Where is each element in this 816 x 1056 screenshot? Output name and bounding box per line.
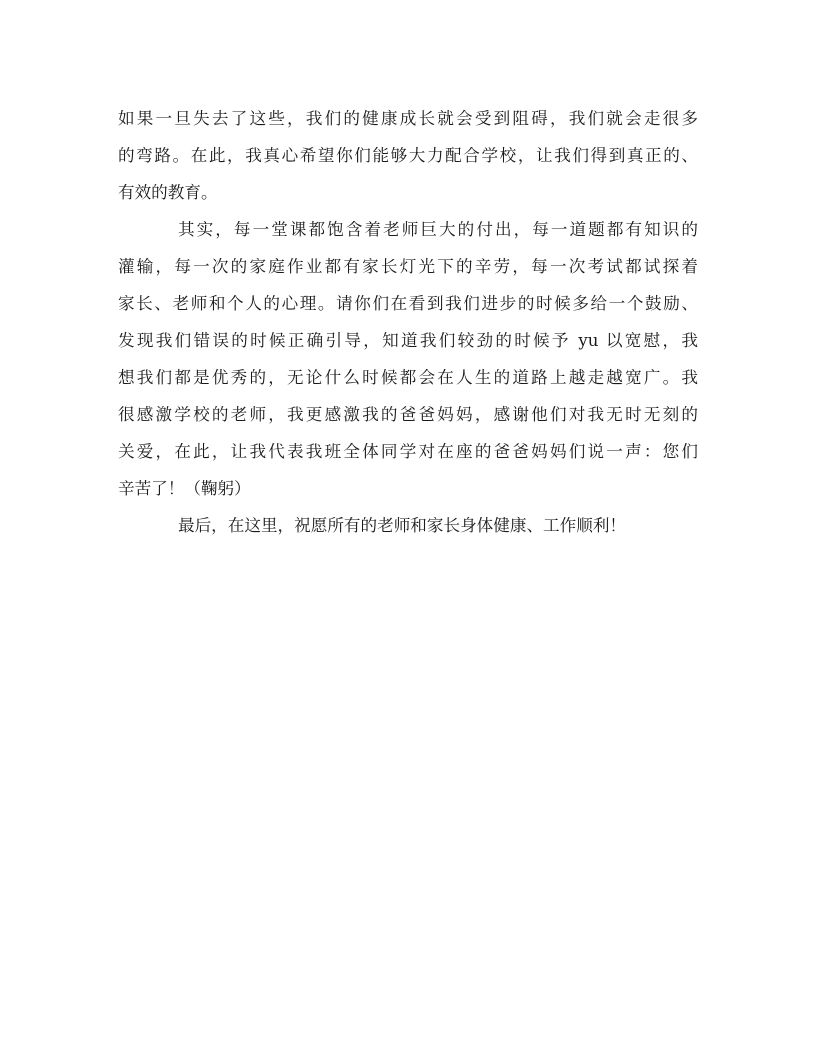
paragraph-2 bbox=[118, 211, 698, 507]
text-line: 其实，每一堂课都饱含着老师巨大的付出，每一道题都有知识的 bbox=[178, 220, 698, 239]
paragraph-1 bbox=[118, 100, 698, 211]
text-line: 想我们都是优秀的，无论什么时候都会在人生的道路上越走越宽广。我 bbox=[118, 368, 698, 387]
text-line: 最后，在这里，祝愿所有的老师和家长身体健康、工作顺利！ bbox=[178, 516, 627, 535]
document-body bbox=[118, 100, 698, 544]
paragraph-3 bbox=[118, 507, 698, 544]
text-line: 很感激学校的老师，我更感激我的爸爸妈妈，感谢他们对我无时无刻的 bbox=[118, 405, 698, 424]
text-line: 关爱，在此，让我代表我班全体同学对在座的爸爸妈妈们说一声：您们 bbox=[118, 442, 698, 461]
text-line: 如果一旦失去了这些，我们的健康成长就会受到阻碍，我们就会走很多 bbox=[118, 109, 698, 128]
text-line: 的弯路。在此，我真心希望你们能够大力配合学校，让我们得到真正的、 bbox=[118, 146, 698, 165]
text-line: 有效的教育。 bbox=[118, 183, 218, 202]
text-line: 发现我们错误的时候正确引导，知道我们较劲的时候予 yu 以宽慰，我 bbox=[118, 331, 698, 350]
text-line: 家长、老师和个人的心理。请你们在看到我们进步的时候多给一个鼓励、 bbox=[118, 294, 698, 313]
text-line: 辛苦了！（鞠躬） bbox=[118, 479, 251, 498]
text-line: 灌输，每一次的家庭作业都有家长灯光下的辛劳，每一次考试都试探着 bbox=[118, 257, 698, 276]
